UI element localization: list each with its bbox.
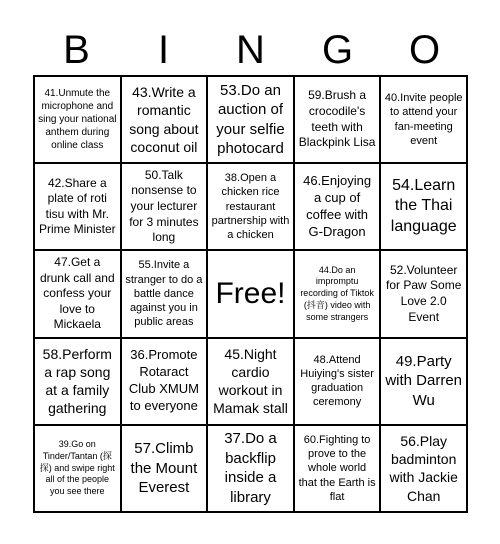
bingo-cell[interactable] — [35, 339, 122, 426]
header-letter-n: N — [236, 28, 265, 72]
cell-text: 42.Share a plate of roti tisu with Mr. Prime Minister — [38, 175, 116, 237]
cell-text: 59.Brush a crocodile's teeth with Blackpink Lisa — [298, 88, 376, 150]
bingo-cell[interactable] — [381, 164, 468, 251]
cell-text: 39.Go on Tinder/Tantan (探探) and swipe right all of the people you see there — [39, 439, 115, 496]
header-letter-i: I — [157, 28, 170, 72]
bingo-grid — [33, 75, 468, 513]
bingo-header — [33, 28, 468, 72]
bingo-cell[interactable] — [295, 251, 382, 338]
bingo-cell[interactable] — [381, 251, 468, 338]
bingo-cell[interactable] — [295, 426, 382, 513]
bingo-cell[interactable] — [295, 339, 382, 426]
bingo-cell[interactable] — [381, 339, 468, 426]
bingo-cell[interactable] — [35, 251, 122, 338]
cell-text: 43.Write a romantic song about coconut oil — [129, 84, 199, 155]
cell-text: 38.Open a chicken rice restaurant partnership with a chicken — [211, 172, 290, 242]
cell-text: 47.Get a drunk call and confess your love to Mickaela — [39, 255, 115, 332]
bingo-cell[interactable] — [295, 77, 382, 164]
cell-text: 60.Fighting to prove to the whole world that the Earth is flat — [298, 433, 376, 503]
bingo-cell[interactable] — [208, 164, 295, 251]
cell-text: 50.Talk nonsense to your lecturer for 3 minutes long — [129, 167, 199, 245]
bingo-cell[interactable] — [35, 77, 122, 164]
header-letter-o: O — [408, 28, 441, 72]
cell-text: 54.Learn the Thai language — [390, 176, 457, 236]
bingo-cell[interactable] — [35, 426, 122, 513]
cell-text: 37.Do a backflip inside a library — [224, 430, 277, 506]
header-letter-g: G — [321, 28, 354, 72]
bingo-cell[interactable] — [122, 251, 209, 338]
cell-text: 45.Night cardio workout in Mamak stall — [213, 345, 288, 417]
free-space-cell[interactable] — [208, 251, 295, 338]
bingo-cell[interactable] — [208, 426, 295, 513]
free-space-label: Free! — [215, 277, 286, 311]
cell-text: 49.Party with Darren Wu — [385, 352, 463, 409]
cell-text: 57.Climb the Mount Everest — [130, 440, 198, 497]
bingo-cell[interactable] — [35, 164, 122, 251]
header-letter-b: B — [63, 28, 90, 72]
cell-text: 44.Do an impromptu recording of Tiktok (抖音) video with some strangers — [300, 264, 374, 322]
bingo-cell[interactable] — [381, 426, 468, 513]
cell-text: 58.Perform a rap song at a family gathering — [42, 345, 112, 417]
cell-text: 55.Invite a stranger to do a battle dance against you in public areas — [125, 259, 203, 329]
bingo-cell[interactable] — [122, 426, 209, 513]
cell-text: 48.Attend Huiying's sister graduation ceremony — [300, 353, 374, 409]
bingo-cell[interactable] — [122, 77, 209, 164]
bingo-cell[interactable] — [122, 164, 209, 251]
cell-text: 41.Unmute the microphone and sing your national anthem during online class — [38, 88, 117, 152]
cell-text: 56.Play badminton with Jackie Chan — [389, 433, 458, 504]
bingo-cell[interactable] — [208, 339, 295, 426]
cell-text: 36.Promote Rotaract Club XMUM to everyone — [128, 347, 199, 414]
bingo-cell[interactable] — [295, 164, 382, 251]
cell-text: 52.Volunteer for Paw Some Love 2.0 Event — [386, 262, 462, 324]
bingo-cell[interactable] — [122, 339, 209, 426]
cell-text: 53.Do an auction of your selfie photocard — [216, 81, 285, 158]
bingo-cell[interactable] — [208, 77, 295, 164]
cell-text: 46.Enjoying a cup of coffee with G-Dragon — [303, 173, 372, 239]
cell-text: 40.Invite people to attend your fan-meeting event — [384, 92, 463, 147]
bingo-cell[interactable] — [381, 77, 468, 164]
